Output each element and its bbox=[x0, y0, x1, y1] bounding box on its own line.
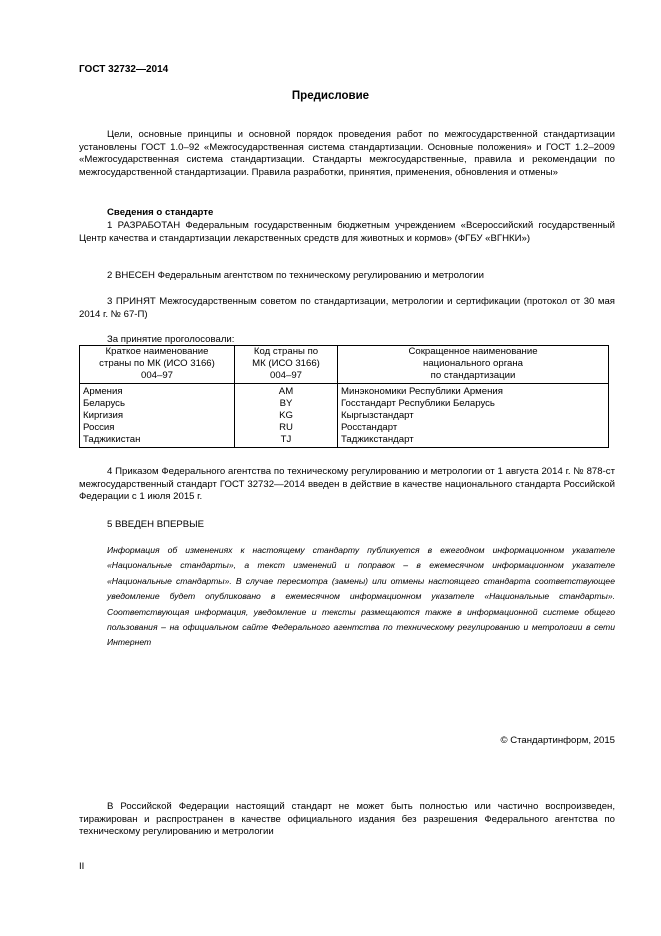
table-row bbox=[80, 398, 609, 410]
body-cell: Кыргызстандарт bbox=[338, 410, 609, 422]
code-cell: BY bbox=[235, 398, 338, 410]
header-line: страны по МК (ИСО 3166) bbox=[99, 358, 215, 369]
code-cell: TJ bbox=[235, 434, 338, 448]
item-enacted: 4 Приказом Федерального агентства по техническому регулированию и метрологии от 1 августа 2014 г. № 878-ст межгосударственный стандарт ГОСТ 32732—2014 введен в действие в качестве национального стандарта Российской Федерации с 1 июля 2015 г. bbox=[79, 466, 615, 503]
item-developed: 1 РАЗРАБОТАН Федеральным государственным бюджетным учреждением «Всероссийский государственный Центр качества и стандартизации лекарственных средств для животных и кормов» (ФГБУ «ВГНКИ») bbox=[79, 220, 615, 244]
table-row bbox=[80, 434, 609, 448]
country-cell: Беларусь bbox=[80, 398, 235, 410]
header-country bbox=[80, 346, 235, 384]
header-line: 004–97 bbox=[140, 370, 173, 381]
item-submitted: 2 ВНЕСЕН Федеральным агентством по техническому регулированию и метрологии bbox=[107, 270, 485, 281]
code-cell: KG bbox=[235, 410, 338, 422]
copyright: © Стандартинформ, 2015 bbox=[500, 735, 615, 746]
page-number: II bbox=[79, 861, 85, 872]
header-line: по стандартизации bbox=[430, 370, 516, 381]
header-line: национального органа bbox=[423, 358, 523, 369]
header-line: Краткое наименование bbox=[105, 346, 209, 357]
country-cell: Киргизия bbox=[80, 410, 235, 422]
code-cell: RU bbox=[235, 422, 338, 434]
body-cell: Таджикстандарт bbox=[338, 434, 609, 448]
country-cell: Россия bbox=[80, 422, 235, 434]
voting-table bbox=[79, 345, 609, 448]
header-body bbox=[338, 346, 609, 384]
changes-notice: Информация об изменениях к настоящему стандарту публикуется в ежегодном информационном указателе «Национальные стандарты», а текст изменений и поправок – в ежемесячном информационном указателе «Национальные стандарты». В случае пересмотра (замены) или отмены настоящего стандарта соответствующее уведомление будет опубликовано в ежемесячном информационном указателе «Национальные стандарты». Соответствующая информация, уведомление и тексты размещаются также в информационной системе общего пользования – на официальном сайте Федерального агентства по техническому регулированию и метрологии в сети Интернет bbox=[107, 545, 615, 648]
country-cell: Таджикистан bbox=[80, 434, 235, 448]
body-cell: Росстандарт bbox=[338, 422, 609, 434]
table-row bbox=[80, 410, 609, 422]
document-designation: ГОСТ 32732—2014 bbox=[79, 64, 169, 75]
country-cell: Армения bbox=[80, 384, 235, 399]
voted-label: За принятие проголосовали: bbox=[107, 334, 235, 345]
code-cell: AM bbox=[235, 384, 338, 399]
table-row bbox=[80, 384, 609, 399]
header-code bbox=[235, 346, 338, 384]
header-line: МК (ИСО 3166) bbox=[252, 358, 320, 369]
page-title: Предисловие bbox=[291, 90, 370, 102]
body-cell: Минэкономики Республики Армения bbox=[338, 384, 609, 399]
reproduction-notice: В Российской Федерации настоящий стандарт не может быть полностью или частично воспроизведен, тиражирован и распространен в качестве официального издания без разрешения Федерального агентства по техническому регулированию и метрологии bbox=[79, 801, 615, 838]
table-row bbox=[80, 422, 609, 434]
standard-info-heading: Сведения о стандарте bbox=[107, 207, 214, 218]
item-introduced: 5 ВВЕДЕН ВПЕРВЫЕ bbox=[107, 519, 205, 530]
header-line: Код страны по bbox=[253, 346, 319, 357]
header-line: Сокращенное наименование bbox=[408, 346, 538, 357]
body-cell: Госстандарт Республики Беларусь bbox=[338, 398, 609, 410]
intro-paragraph: Цели, основные принципы и основной порядок проведения работ по межгосударственной стандартизации установлены ГОСТ 1.0–92 «Межгосударственная система стандартизации. Основные положения» и ГОСТ 1.2–2009 «Межгосударственная система стандартизации. Стандарты межгосударственные, правила и рекомендации по межгосударственной стандартизации. Правила разработки, принятия, применения, обновления и отмены» bbox=[79, 129, 615, 178]
header-line: 004–97 bbox=[269, 370, 302, 381]
item-adopted: 3 ПРИНЯТ Межгосударственным советом по стандартизации, метрологии и сертификации (протокол от 30 мая 2014 г. № 67-П) bbox=[79, 296, 615, 320]
